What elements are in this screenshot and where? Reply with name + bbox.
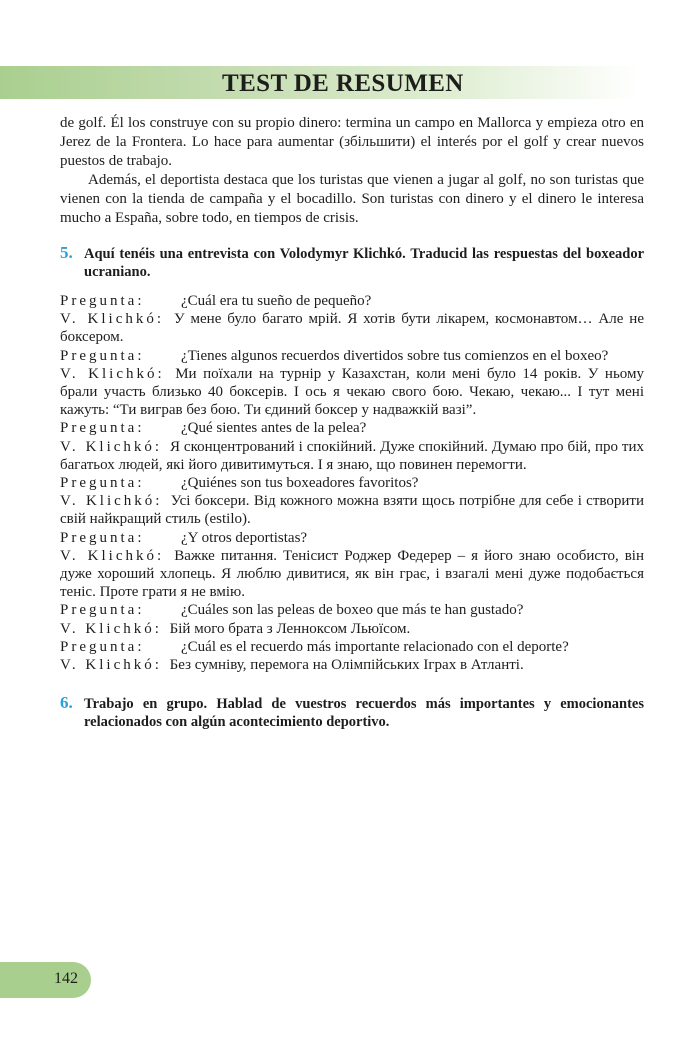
dialog-text: Бій мого брата з Ленноксом Льюїсом. — [169, 620, 411, 637]
dialog-text: ¿Cuál era tu sueño de pequeño? — [181, 293, 372, 309]
exercise-5-instruction: Aquí tenéis una entrevista con Volodymyr Klichkó. Traducid las respuestas del boxeador ucraniano. — [84, 246, 644, 280]
dialog-line — [60, 529, 644, 547]
exercise-6 — [60, 695, 644, 731]
page-title: TEST DE RESUMEN — [222, 70, 464, 97]
page-number: 142 — [54, 970, 78, 987]
speaker-label: V. Klichkó: — [60, 620, 162, 637]
dialog-line — [60, 292, 644, 310]
dialog-line — [60, 347, 644, 365]
speaker-label: V. Klichkó: — [60, 657, 162, 674]
speaker-label: Pregunta: — [60, 529, 145, 546]
speaker-label: V. Klichkó: — [60, 438, 163, 455]
dialog-line — [60, 601, 644, 619]
speaker-label: Pregunta: — [60, 602, 145, 619]
speaker-label: V. Klichkó: — [60, 493, 163, 510]
speaker-label: V. Klichkó: — [60, 547, 165, 564]
speaker-label: Pregunta: — [60, 475, 145, 492]
dialog-line — [60, 492, 644, 528]
dialog-text: У мене було багато мрій. Я хотів бути лікарем, космонавтом… Але не боксером. — [60, 311, 644, 346]
exercise-5-number: 5. — [60, 243, 73, 262]
speaker-label: Pregunta: — [60, 293, 145, 309]
dialog-line — [60, 365, 644, 420]
intro-paragraph-2: Además, el deportista destaca que los turistas que vienen a jugar al golf, no son turistas que vienen con la tienda de campaña y el bocadillo. Son turistas con dinero y el dinero le interesa mucho a España, sobre todo, en tiempos de crisis. — [60, 172, 644, 226]
dialog-text: ¿Cuáles son las peleas de boxeo que más te han gustado? — [181, 602, 524, 619]
speaker-label: V. Klichkó: — [60, 365, 165, 382]
dialog-line — [60, 310, 644, 346]
exercise-6-number: 6. — [60, 693, 73, 713]
dialog-text: Я сконцентрований і спокійний. Дуже спокійний. Думаю про бій, про тих багатьох людей, які його дивитимуться. І я знаю, що повинен перемогти. — [60, 438, 644, 473]
dialog-text: ¿Cuál es el recuerdo más importante relacionado con el deporte? — [181, 638, 569, 655]
dialog-text: Без сумніву, перемога на Олімпійських Іграх в Атланті. — [169, 657, 524, 674]
dialog-line — [60, 474, 644, 492]
speaker-label: Pregunta: — [60, 347, 145, 364]
exercise-5 — [60, 245, 644, 281]
speaker-label: Pregunta: — [60, 420, 145, 437]
dialog-text: Важке питання. Тенісист Роджер Федерер – я його знаю особисто, він дуже хороший хлопець. Я люблю дивитися, як він грає, і взагалі мені дуже подобається теніс. Проте грати я не вмію. — [60, 547, 644, 601]
dialog-line — [60, 419, 644, 437]
dialog-text: ¿Tienes algunos recuerdos divertidos sobre tus comienzos en el boxeo? — [181, 347, 609, 364]
speaker-label: V. Klichkó: — [60, 311, 165, 328]
dialog-text: ¿Quiénes son tus boxeadores favoritos? — [181, 475, 419, 492]
dialog-text: Ми поїхали на турнір у Казахстан, коли мені було 14 років. У ньому брали участь близько 40 боксерів. І ось я чекаю свого бою. Чекаю, чекаю... І тут мені кажуть: “Ти виграв без бою. Ти єдиний боксер у надважкій вазі”. — [60, 365, 644, 419]
exercise-6-instruction: Trabajo en grupo. Hablad de vuestros recuerdos más importantes y emocionantes relacionados con algún acontecimiento deportivo. — [84, 696, 644, 731]
dialog-line — [60, 656, 644, 674]
dialog-line — [60, 438, 644, 474]
intro-paragraph-1: de golf. Él los construye con su propio dinero: termina un campo en Mallorca y empieza otro en Jerez de la Frontera. Lo hace para aumentar (збільшити) el interés por el golf y crear nuevos puestos de trabajo. — [60, 115, 644, 169]
speaker-label: Pregunta: — [60, 638, 145, 655]
page-content — [60, 114, 644, 731]
dialog-text: Усі боксери. Від кожного можна взяти щось потрібне для себе і створити свій найкращий стиль (estilo). — [60, 493, 644, 528]
dialog-line — [60, 547, 644, 602]
interview-dialog — [60, 292, 644, 674]
dialog-line — [60, 620, 644, 638]
dialog-text: ¿Y otros deportistas? — [181, 529, 308, 546]
dialog-text: ¿Qué sientes antes de la pelea? — [181, 420, 367, 437]
dialog-line — [60, 638, 644, 656]
